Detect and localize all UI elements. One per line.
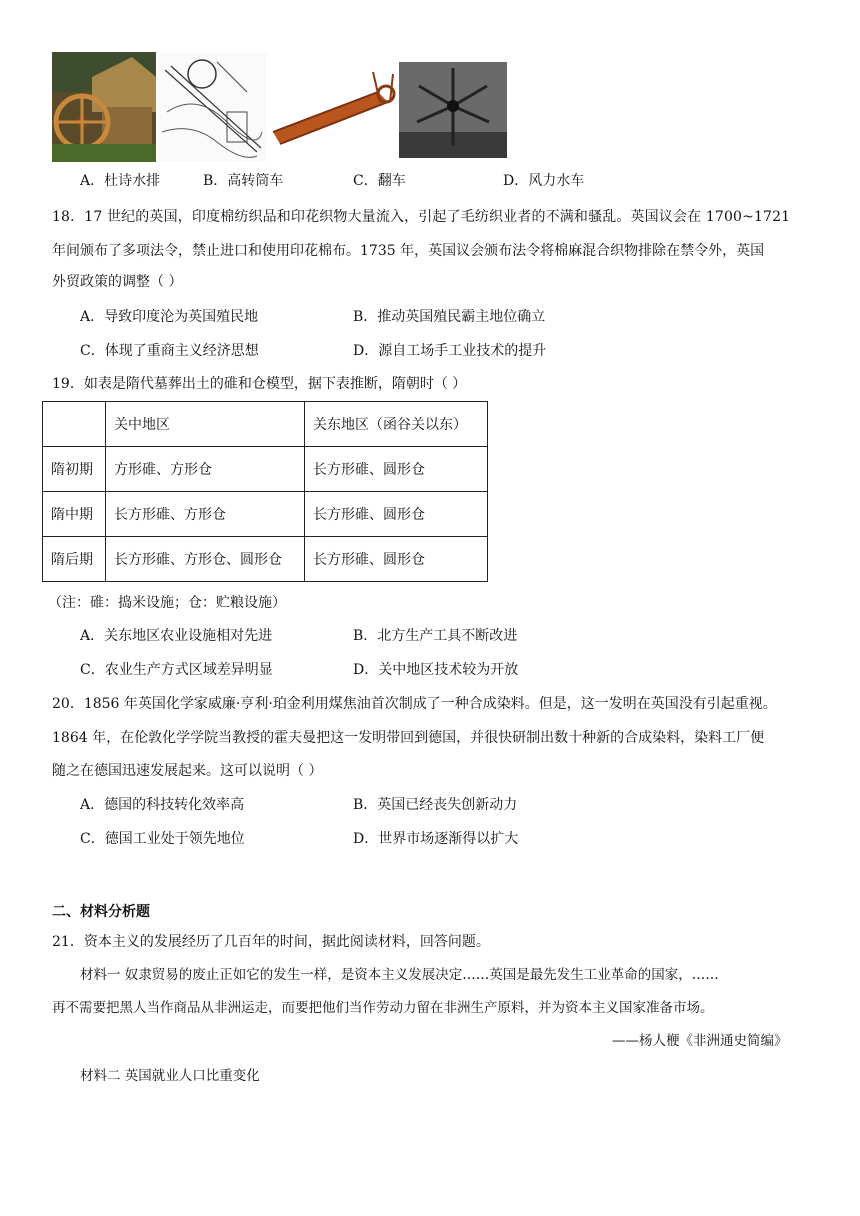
- table-cell: 长方形碓、方形仓、圆形仓: [106, 537, 305, 582]
- table-row: [43, 402, 488, 447]
- q19-option-a: A．关东地区农业设施相对先进: [80, 628, 273, 644]
- section-title: 二、材料分析题: [52, 904, 150, 920]
- table-row: [43, 537, 488, 582]
- table-cell: 关东地区（函谷关以东）: [305, 402, 488, 447]
- material1-source: ——杨人楩《非洲通史简编》: [612, 1033, 788, 1049]
- material2-label: 材料二 英国就业人口比重变化: [80, 1068, 260, 1084]
- q19-option-c: C．农业生产方式区域差异明显: [80, 662, 273, 678]
- chain-wheel-sketch: [157, 52, 267, 162]
- table-cell: 方形碓、方形仓: [106, 447, 305, 492]
- q19-option-d: D．关中地区技术较为开放: [353, 662, 519, 678]
- table-cell: 长方形碓、圆形仓: [305, 492, 488, 537]
- q19-note: （注：碓：捣米设施；仓：贮粮设施）: [48, 595, 286, 611]
- table-row: [43, 492, 488, 537]
- q18-stem-line-2: 年间颁布了多项法令，禁止进口和使用印花棉布。1735 年，英国议会颁布法令将棉麻混合织物排除在禁令外，英国: [52, 243, 765, 259]
- table-cell: 长方形碓、方形仓: [106, 492, 305, 537]
- q18-option-d: D．源自工场手工业技术的提升: [353, 343, 547, 359]
- q17-option-c: C．翻车: [353, 173, 406, 189]
- q19-table: [42, 401, 488, 582]
- q18-stem-line-3: 外贸政策的调整（ ）: [52, 274, 183, 290]
- material1-line-2: 再不需要把黑人当作商品从非洲运走，而要把他们当作劳动力留在非洲生产原料，并为资本主义国家准备市场。: [52, 1000, 714, 1016]
- q18-option-a: A．导致印度沦为英国殖民地: [80, 309, 259, 325]
- q20-option-b: B．英国已经丧失创新动力: [353, 797, 518, 813]
- q19-stem: 19．如表是隋代墓葬出土的碓和仓模型，据下表推断，隋朝时（ ）: [52, 376, 467, 392]
- table-cell: 关中地区: [106, 402, 305, 447]
- table-cell: 隋后期: [43, 537, 106, 582]
- table-row: [43, 447, 488, 492]
- water-wheel-photo: [52, 52, 156, 162]
- q18-option-c: C．体现了重商主义经济思想: [80, 343, 259, 359]
- q19-option-b: B．北方生产工具不断改进: [353, 628, 518, 644]
- q20-stem-line-2: 1864 年，在伦敦化学学院当教授的霍夫曼把这一发明带回到德国，并很快研制出数十种新的合成染料，染料工厂便: [52, 730, 765, 746]
- q17-option-b: B．高转筒车: [203, 173, 284, 189]
- table-cell: 长方形碓、圆形仓: [305, 537, 488, 582]
- q20-stem-line-1: 20．1856 年英国化学家威廉·亨利·珀金利用煤焦油首次制成了一种合成染料。但是，这一发明在英国没有引起重视。: [52, 696, 777, 712]
- q17-option-d: D．风力水车: [503, 173, 585, 189]
- material1-line-1: 材料一 奴隶贸易的废止正如它的发生一样，是资本主义发展决定……英国是最先发生工业革命的国家，……: [80, 967, 719, 983]
- q17-option-a: A．杜诗水排: [80, 173, 161, 189]
- q18-stem-line-1: 18．17 世纪的英国，印度棉纺织品和印花织物大量流入，引起了毛纺织业者的不满和骚乱。英国议会在 1700~1721: [52, 209, 791, 225]
- q18-option-b: B．推动英国殖民霸主地位确立: [353, 309, 546, 325]
- square-pallet-pump-image: [268, 62, 398, 152]
- q20-option-d: D．世界市场逐渐得以扩大: [353, 831, 519, 847]
- table-cell: 隋中期: [43, 492, 106, 537]
- q20-stem-line-3: 随之在德国迅速发展起来。这可以说明（ ）: [52, 763, 323, 779]
- table-cell: 隋初期: [43, 447, 106, 492]
- q21-stem: 21．资本主义的发展经历了几百年的时间，据此阅读材料，回答问题。: [52, 934, 490, 950]
- windmill-photo: [399, 62, 507, 158]
- q20-option-a: A．德国的科技转化效率高: [80, 797, 245, 813]
- table-cell: 长方形碓、圆形仓: [305, 447, 488, 492]
- q20-option-c: C．德国工业处于领先地位: [80, 831, 245, 847]
- table-cell: [43, 402, 106, 447]
